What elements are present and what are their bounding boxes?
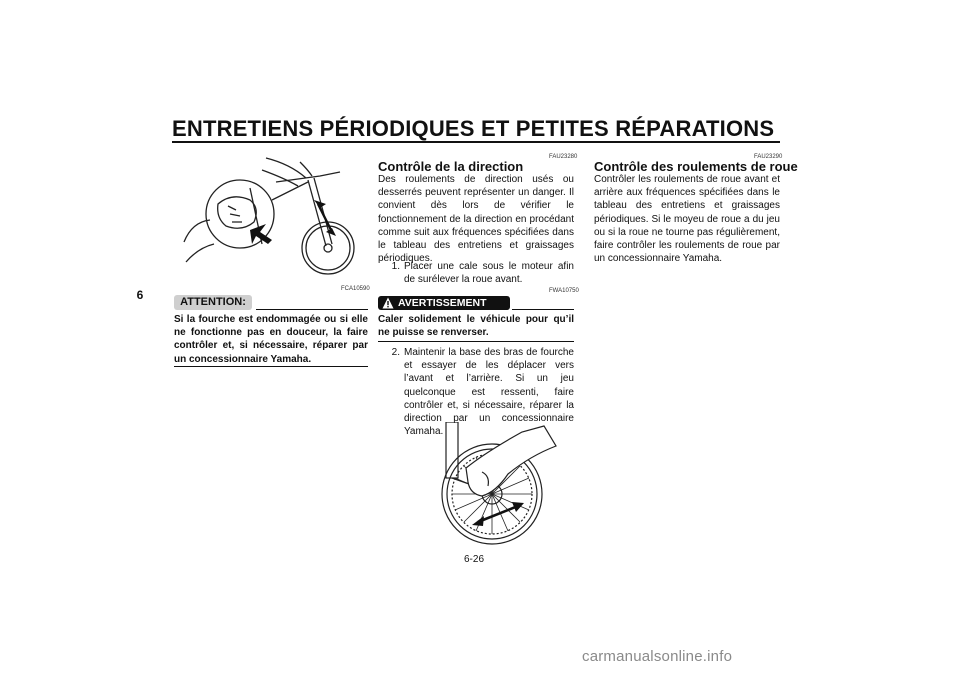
attention-badge: ATTENTION: xyxy=(174,295,252,310)
warning-text: Caler solidement le véhicule pour qu’il ne puisse se renverser. xyxy=(378,314,574,339)
wheel-bearings-text: Contrôler les roulements de roue avant et arrière aux fréquences spécifiées dans le tableau des entretiens et graissages périodiques. Si le moyeu de roue a du jeu ou si la roue ne tourne pas régulièrement, faire contrôler les roulements de roue par un concessionnaire Yamaha. xyxy=(594,174,780,265)
warning-bottom-rule xyxy=(378,341,574,342)
step-text: Maintenir la base des bras de fourche et essayer de les déplacer vers l’avant et l’arrière. Si un jeu quelconque est ressenti, faire contrôler et, si nécessaire, réparer la direction par un concessionnaire Yamaha. xyxy=(404,347,574,438)
page-title: ENTRETIENS PÉRIODIQUES ET PETITES RÉPARATIONS xyxy=(172,116,775,141)
warning-triangle-icon xyxy=(382,297,394,309)
warning-label: AVERTISSEMENT xyxy=(398,297,487,309)
header-rule xyxy=(172,141,780,143)
step-number: 1. xyxy=(391,261,400,272)
step-text: Placer une cale sous le moteur afin de surélever la roue avant. xyxy=(404,261,574,286)
section-ref-wheel: FAU23290 xyxy=(754,154,783,160)
chapter-tab: 6 xyxy=(136,288,144,302)
heading-steering: Contrôle de la direction xyxy=(378,159,524,174)
watermark: carmanualsonline.info xyxy=(582,648,733,665)
warning-badge xyxy=(378,296,510,310)
section-ref-steering: FAU23280 xyxy=(549,154,578,160)
page-number: 6-26 xyxy=(464,554,485,565)
warning-ref: FWA10750 xyxy=(549,288,579,294)
warning-top-rule xyxy=(512,309,574,310)
steering-intro: Des roulements de direction usés ou desserrés peuvent représenter un danger. Il convient dès lors de vérifier le fonctionnement de la direction en procédant comme suit aux fréquences spécifiées dans le tableau des entretiens et graissages périodiques. xyxy=(378,174,574,265)
heading-wheel-bearings: Contrôle des roulements de roue xyxy=(594,159,798,174)
steering-step-1 xyxy=(378,260,574,286)
attention-text: Si la fourche est endommagée ou si elle ne fonctionne pas en douceur, la faire contrôler et, si nécessaire, réparer par un concessionnaire Yamaha. xyxy=(174,314,368,365)
attention-top-rule xyxy=(256,309,368,310)
fork-check-illustration xyxy=(180,152,370,280)
figure-ref: FCA10590 xyxy=(341,286,370,292)
wheel-bearing-illustration xyxy=(426,422,566,546)
attention-bottom-rule xyxy=(174,366,368,367)
step-number: 2. xyxy=(391,347,400,358)
